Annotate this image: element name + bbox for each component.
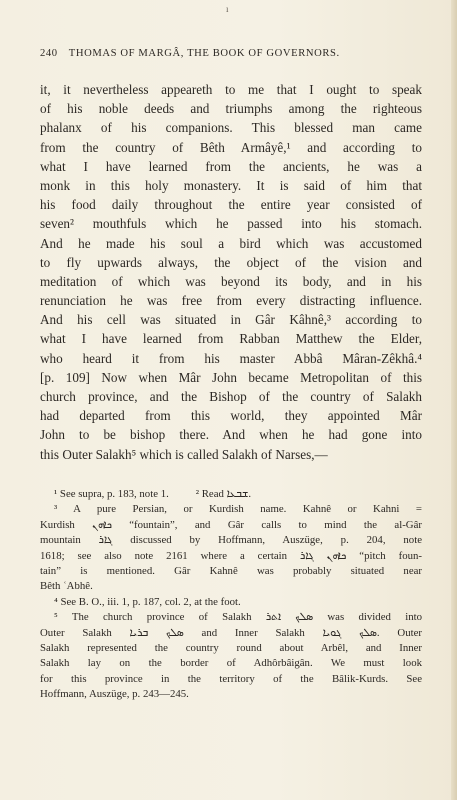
page-number: 240 [40, 48, 58, 59]
footnote-line: for this province in the territory of the Bâlik-Kurds. See [40, 672, 422, 685]
footnote-line: 1618; see also note 2161 where a certain ܟܐܗܢ ܓܐܪ “pitch foun- [40, 549, 422, 562]
running-head [40, 48, 420, 59]
text-line: meditation of which was beyond its body, and in his [40, 273, 422, 289]
text-line: to fly upwards always, the object of the vision and [40, 254, 422, 270]
text-line: who heard it from his master Abbâ Mâran-Zêkhâ.⁴ [40, 350, 422, 366]
footnote-line: mountain ܓܐܪ discussed by Hoffmann, Auszüge, p. 204, note [40, 534, 422, 547]
text-line: renunciation he was free from every distracting influence. [40, 293, 422, 309]
footnote-line: Outer Salakh ܣܠܟ ܒܪܝܐ and Inner Salakh ܣܠܟ ܓܘܝܐ. Outer [40, 626, 422, 639]
text-line: from the country of Bêth Armâyê,¹ and according to [40, 139, 422, 155]
text-line: had departed from this world, they appointed Mâr [40, 408, 422, 424]
text-line: it, it nevertheless appeareth to me that I ought to speak [40, 82, 422, 97]
page-edge [451, 0, 457, 800]
text-line: And he made his soul a bird which was accustomed [40, 235, 422, 251]
running-title: THOMAS OF MARGÂ, THE BOOK OF GOVERNORS. [68, 48, 340, 59]
text-line: what I have learned from the ancients, he was a [40, 158, 422, 174]
text-line: John to be bishop there. And when he had gone into [40, 427, 422, 443]
text-line: of his noble deeds and triumphs among the righteous [40, 101, 422, 117]
main-text [40, 80, 422, 464]
text-line: his food daily throughout the entire year consisted of [40, 197, 422, 213]
text-line: monk in this holy monastery. It is said of him that [40, 177, 422, 193]
text-line: And his cell was situated in Gâr Kâhnê,³ according to [40, 312, 422, 328]
footnote-line: ¹ See supra, p. 183, note 1. ² Read ܫܒܥܐ. [54, 488, 252, 500]
footnote-line: ⁵ The church province of Salakh ܣܠܟ ܐܬܪ was divided into [54, 611, 422, 624]
footnote-line: Kurdish ܟܐܗܢ “fountain”, and Gâr calls to mind the al-Gâr [40, 518, 422, 531]
text-line: [p. 109] Now when Mâr John became Metropolitan of this [40, 369, 422, 385]
footnotes [40, 487, 422, 702]
text-line: what I have learned from Rabban Matthew the Elder, [40, 331, 422, 347]
footnote-line: Salakh lay on the border of Adhôrbâigân. We must look [40, 657, 422, 670]
footnote-line: ³ A pure Persian, or Kurdish name. Kahnê or Kahni = [54, 503, 422, 516]
footnote-line: tain” is mentioned. Gâr Kahnê was probably situated near [40, 564, 422, 577]
text-line: seven² mouthfuls which he passed into his stomach. [40, 216, 422, 232]
footnote-line: Bêth ʿAbhê. [40, 580, 93, 593]
text-line: church province, and the Bishop of the country of Salakh [40, 389, 422, 404]
text-line: phalanx of his companions. This blessed man came [40, 120, 422, 136]
text-line: this Outer Salakh⁵ which is called Salakh of Narses,— [40, 446, 328, 462]
footnote-line: Salakh represented the country round about Arbêl, and Inner [40, 641, 422, 654]
top-mark: ı [226, 4, 229, 14]
footnote-line: Hoffmann, Auszüge, p. 243—245. [40, 688, 189, 701]
footnote-line: ⁴ See B. O., iii. 1, p. 187, col. 2, at the foot. [54, 595, 241, 608]
